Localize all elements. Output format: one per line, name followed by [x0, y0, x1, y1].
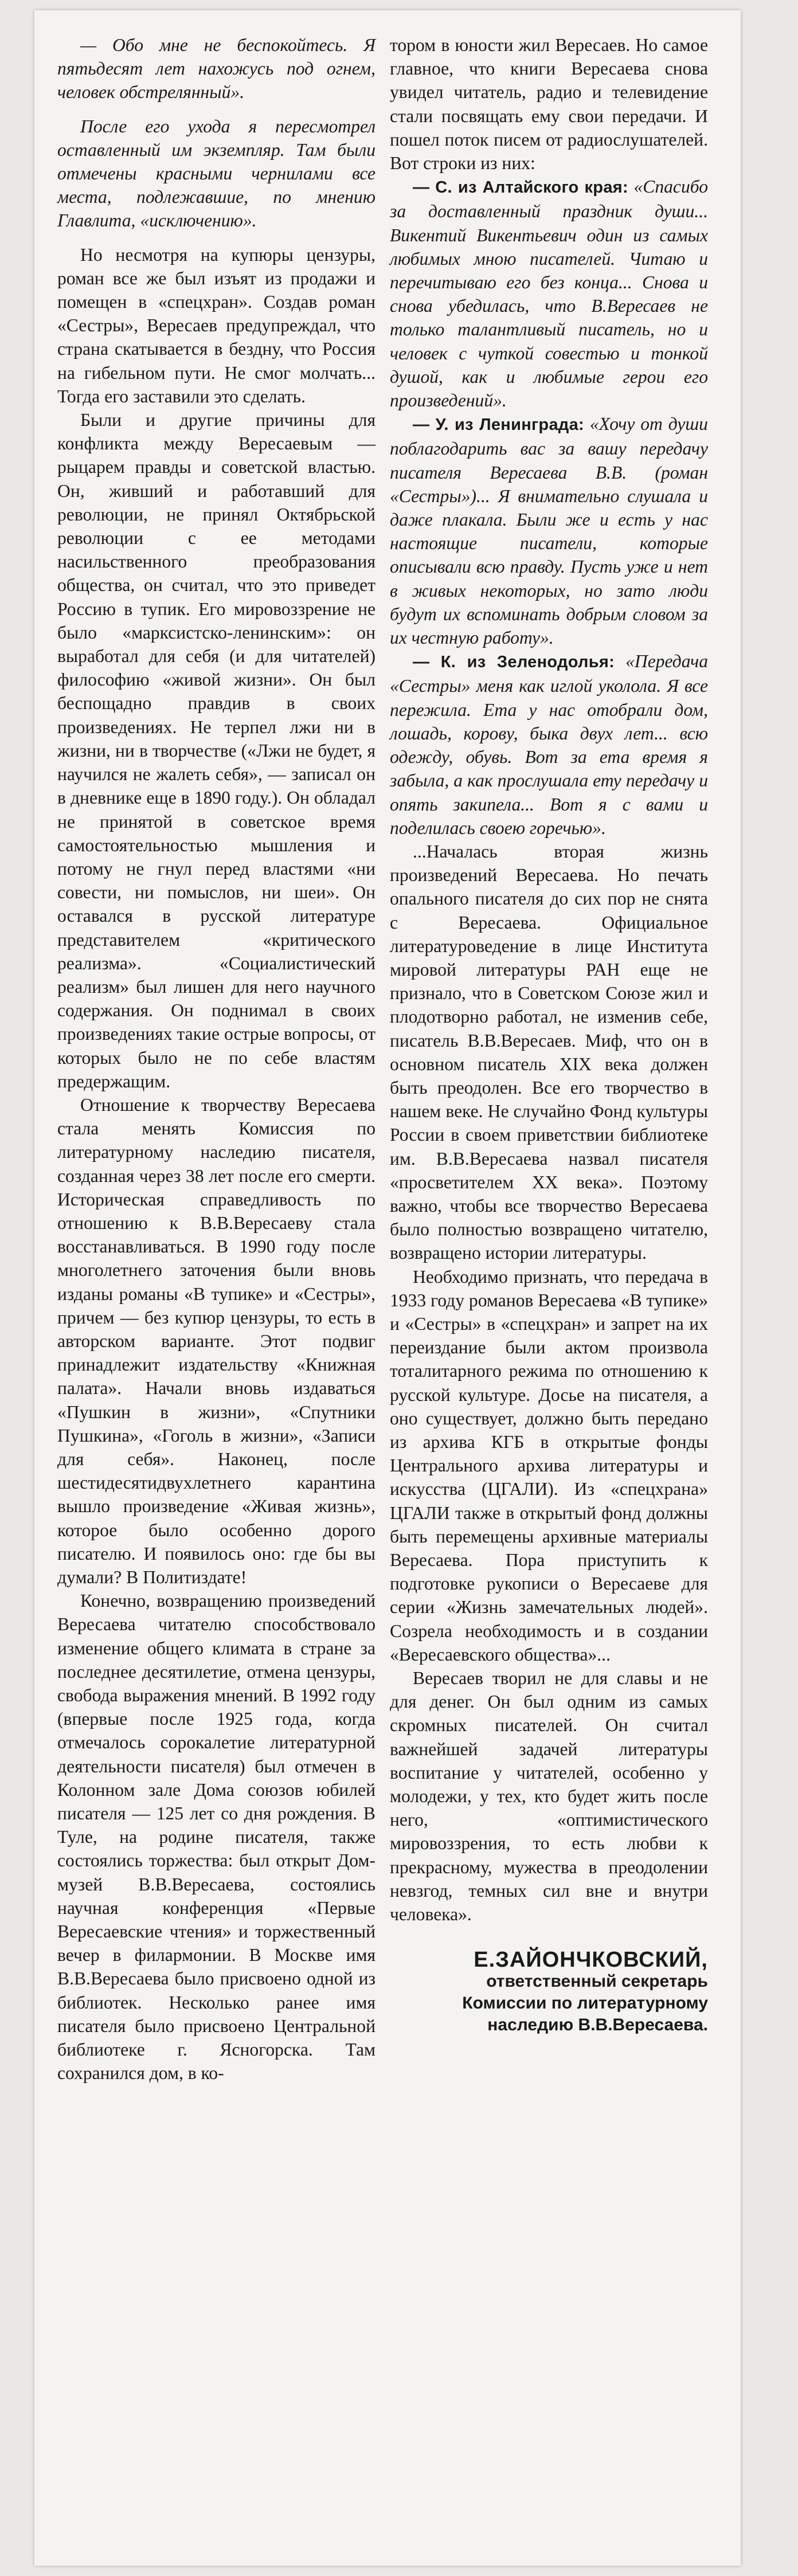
left-paragraph: Отношение к творчеству Вересаева стала менять Комиссия по литературному наследию писателя, созданная через 38 лет после его смерти. Историческая справедливость по отношению к В.В.Вересаеву стала восстанавливаться. В 1990 году после многолетнего заточения были вновь изданы романы «В тупике» и «Сестры», причем — без купюр цензуры, то есть в авторском варианте. Этот подвиг принадлежит издательству «Книжная палата». Начали вновь издаваться «Пушкин в жизни», «Спутники Пушкина», «Гоголь в жизни», «Записи для себя». Наконец, после шестидесятидвухлетнего карантина вышло произведение «Живая жизнь», которое было особенно дорого писателю. И появилось оно: где бы вы думали? В Политиздате! [57, 1094, 375, 1587]
right-paragraph: тором в юности жил Вересаев. Но самое главное, что книги Вересаева снова увидел читатель, радио и телевидение стали посвящать ему свои передачи. И пошел поток писем от радиослушателей. Вот строки из них: [390, 35, 708, 174]
left-paragraph: — Обо мне не беспокойтесь. Я пятьдесят лет нахожусь под огнем, человек обстрелянный». [57, 35, 375, 103]
right-column [390, 33, 708, 2036]
left-paragraph: После его ухода я пересмотрел оставленный им экземпляр. Там были отмечены красными чернилами все места, подлежавшие, по мнению Главлита, «исключению». [57, 116, 375, 231]
letter-author: — К. из Зеленодолья: [413, 653, 615, 672]
letter-quote: «Хочу от души поблагодарить вас за вашу передачу писателя Вересаева В.В. (роман «Сестры»)... Я внимательно слушала и даже плакала. Были же и есть у нас настоящие писатели, которые описывали всю правду. Пусть уже и нет в живых некоторых, но зато люди будут их вспоминать добрым словом за их честную работу». [390, 414, 708, 648]
right-paragraph [390, 649, 708, 840]
right-paragraph [390, 412, 708, 649]
right-paragraph: ...Началась вторая жизнь произведений Вересаева. Но печать опального писателя до сих пор не снята с Вересаева. Официальное литературоведение в лице Института мировой литературы РАН еще не признало, что в Советском Союзе жил и плодотворно работал, не изменив себе, писатель В.В.Вересаев. Миф, что он в основном писатель XIX века должен быть преодолен. Все его творчество в нашем веке. Не случайно Фонд культуры России в своем приветствии библиотеке им. В.В.Вересаева назвал писателя «просветителем XX века». Поэтому важно, чтобы все творчество Вересаева было полностью возвращено читателю, возвращено истории литературы. [390, 841, 708, 1263]
author-title: Комиссии по литературному [462, 1994, 708, 2013]
left-paragraph: Но несмотря на купюры цензуры, роман все же был изъят из продажи и помещен в «спецхран». Создав роман «Сестры», Вересаев предупреждал, что страна скатывается в бездну, что Россия на гибельном пути. Не смог молчать... Тогда его заставили это сделать. [57, 244, 375, 406]
left-paragraph: Конечно, возвращению произведений Вересаева читателю способствовало изменение общего климата в стране за последнее десятилетие, отмена цензуры, свобода выражения мнений. В 1992 году (впервые после 1925 года, когда отмечалось сорокалетие литературной деятельности писателя) был отмечен в Колонном зале Дома союзов юбилей писателя — 125 лет со дня рождения. В Туле, на родине писателя, также состоялись торжества: был открыт Дом-музей В.В.Вересаева, состоялись научная конференция «Первые Вересаевские чтения» и торжественный вечер в филармонии. В Москве имя В.В.Вересаева было присвоено одной из библиотек. Несколько ранее имя писателя было присвоено Центральной библиотеке г. Ясногорска. Там сохранился дом, в ко- [57, 1591, 375, 2084]
letter-quote: «Спасибо за доставленный праздник души... Викентий Викентьевич один из самых любимых мною писателей. Читаю и перечитываю его без конца... Снова и снова убедилась, что В.Вересаев не только талантливый писатель, но и человек с чуткой совестью и тонкой душой, как и любимые герои его произведений». [390, 177, 709, 411]
author-signature [390, 1949, 708, 2036]
author-name: Е.ЗАЙОНЧКОВСКИЙ, [474, 1948, 708, 1972]
right-paragraph [390, 175, 708, 412]
letter-quote: «Передача «Сестры» меня как иглой уколола. Я все пережила. Ета у нас отобрали дом, лошадь, корову, быка двух лет... всю одежду, обувь. Вот за ета время я забыла, а как прослушала ету передачу и опять закипела... Вот я с вами и поделилась своею горечью». [390, 651, 708, 838]
author-title: наследию В.В.Вересаева. [487, 2015, 708, 2035]
newspaper-clipping [34, 10, 741, 2566]
left-paragraph: Были и другие причины для конфликта между Вересаевым — рыцарем правды и советской властью. Он, живший и работавший для революции, не принял Октябрьской революции с ее методами насильственного преобразования общества, он считал, что это приведет Россию в тупик. Его мировоззрение не было «марксистско-ленинским»: он выработал для себя (и для читателей) философию «живой жизни». Он был беспощадно правдив в своих произведениях. Не терпел лжи ни в жизни, ни в творчестве («Лжи не будет, я научился не жалеть себя», — записал он в дневнике еще в 1890 году.). Он обладал не принятой в советское время самостоятельностью мышления и потому не гнул перед властями «ни совести, ни помыслов, ни шеи». Он оставался в русской литературе представителем «критического реализма». «Социалистический реализм» был лишен для него научного содержания. Он поднимал в своих произведениях такие острые вопросы, от которых было не по себе властям предержащим. [57, 410, 375, 1091]
letter-author: — У. из Ленинграда: [413, 416, 584, 434]
letter-author: — С. из Алтайского края: [413, 178, 628, 197]
right-paragraph: Вересаев творил не для славы и не для денег. Он был одним из самых скромных писателей. Он считал важнейшей задачей литературы воспитание у читателей, особенно у молодежи, у тех, кто будет жить после него, «оптимистического мировоззрения, то есть любви к прекрасному, мужества в преодолении невзгод, темных сил вне и внутри человека». [390, 1668, 708, 1925]
right-paragraph: Необходимо признать, что передача в 1933 году романов Вересаева «В тупике» и «Сестры» в «спецхран» и запрет на их переиздание были актом произвола тоталитарного режима по отношению к русской культуре. Досье на писателя, а оно существует, должно быть передано из архива КГБ в открытые фонды Центрального архива литературы и искусства (ЦГАЛИ). Из «спецхрана» ЦГАЛИ также в открытый фонд должны быть перемещены архивные материалы Вересаева. Пора приступить к подготовке рукописи о Вересаеве для серии «Жизнь замечательных людей». Созрела необходимость и в создании «Вересаевского общества»... [390, 1266, 708, 1665]
left-column [57, 33, 375, 2085]
author-title: ответственный секретарь [486, 1972, 708, 1991]
